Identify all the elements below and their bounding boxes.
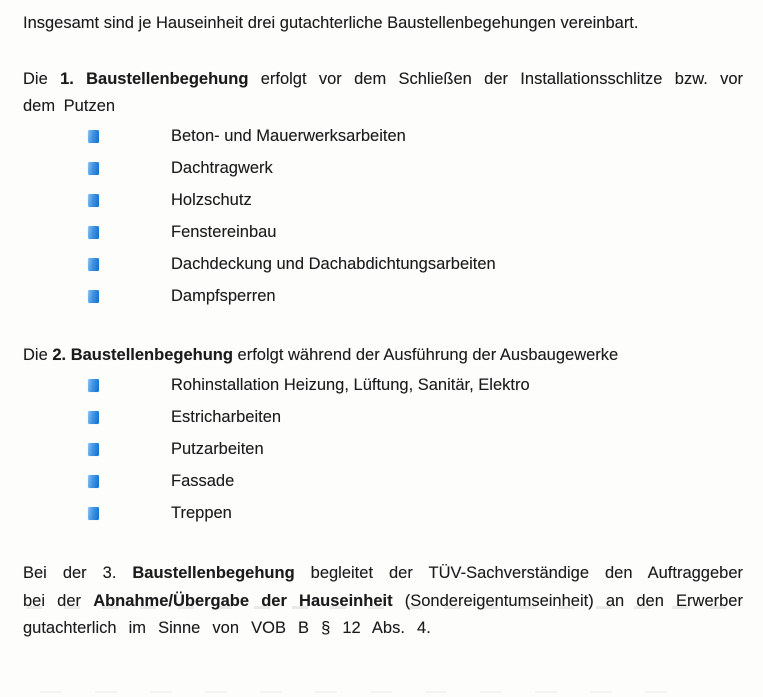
section2-list <box>23 369 743 529</box>
section2-heading <box>23 342 743 369</box>
list-item <box>23 465 743 497</box>
list-item-label: Treppen <box>171 503 232 522</box>
list-item-label: Estricharbeiten <box>171 407 282 426</box>
list-item <box>23 152 743 184</box>
bullet-square-icon <box>88 475 99 488</box>
bullet-square-icon <box>88 379 99 392</box>
list-item <box>23 369 743 401</box>
list-item-label: Fassade <box>171 471 235 490</box>
closing-bold2: Abnahme/Übergabe der Hauseinheit <box>93 591 393 610</box>
list-item <box>23 401 743 433</box>
section1-heading <box>23 66 743 120</box>
section2-heading-suffix: erfolgt während der Ausführung der Ausbaugewerke <box>232 346 619 364</box>
list-item <box>23 216 743 248</box>
section2-heading-prefix: Die <box>23 346 53 364</box>
section1-list <box>23 120 743 312</box>
scan-artifact-line <box>26 606 732 609</box>
list-item <box>23 433 743 465</box>
list-item <box>23 120 743 152</box>
list-item <box>23 280 743 312</box>
closing-part2: begleitet der TÜV-Sachverständige den Auftraggeber bei der <box>23 564 743 610</box>
bullet-square-icon <box>88 507 99 520</box>
bullet-square-icon <box>88 194 99 207</box>
section1-heading-prefix: Die <box>23 70 61 88</box>
list-item-label: Putzarbeiten <box>171 439 264 458</box>
bullet-square-icon <box>88 290 99 303</box>
closing-paragraph <box>23 560 743 643</box>
list-item <box>23 184 743 216</box>
bullet-square-icon <box>88 411 99 424</box>
closing-part1: Bei der 3. <box>23 564 133 582</box>
section2-heading-bold: 2. Baustellenbegehung <box>52 346 233 364</box>
intro-paragraph: Insgesamt sind je Hauseinheit drei gutachterliche Baustellenbegehungen vereinbart. <box>23 14 639 32</box>
list-item-label: Dachdeckung und Dachabdichtungsarbeiten <box>171 254 496 273</box>
list-item-label: Rohinstallation Heizung, Lüftung, Sanitär, Elektro <box>171 375 530 394</box>
list-item <box>23 497 743 529</box>
list-item-label: Holzschutz <box>171 190 252 209</box>
bullet-square-icon <box>88 130 99 143</box>
list-item-label: Dachtragwerk <box>171 158 273 177</box>
section1-heading-suffix: erfolgt vor dem Schließen der Installationsschlitze bzw. vor dem Putzen <box>23 70 744 115</box>
list-item-label: Dampfsperren <box>171 286 276 305</box>
bullet-square-icon <box>88 226 99 239</box>
list-item-label: Beton- und Mauerwerksarbeiten <box>171 126 406 145</box>
list-item-label: Fenstereinbau <box>171 222 277 241</box>
bullet-square-icon <box>88 162 99 175</box>
section1-heading-bold: 1. Baustellenbegehung <box>60 70 249 88</box>
list-item <box>23 248 743 280</box>
closing-part3: (Sondereigentumseinheit) an den Erwerber gutachterlich im Sinne von VOB B § 12 Abs. 4. <box>23 591 743 637</box>
closing-bold1: Baustellenbegehung <box>132 564 295 582</box>
scan-artifact-bottom <box>40 691 700 693</box>
bullet-square-icon <box>88 443 99 456</box>
bullet-square-icon <box>88 258 99 271</box>
